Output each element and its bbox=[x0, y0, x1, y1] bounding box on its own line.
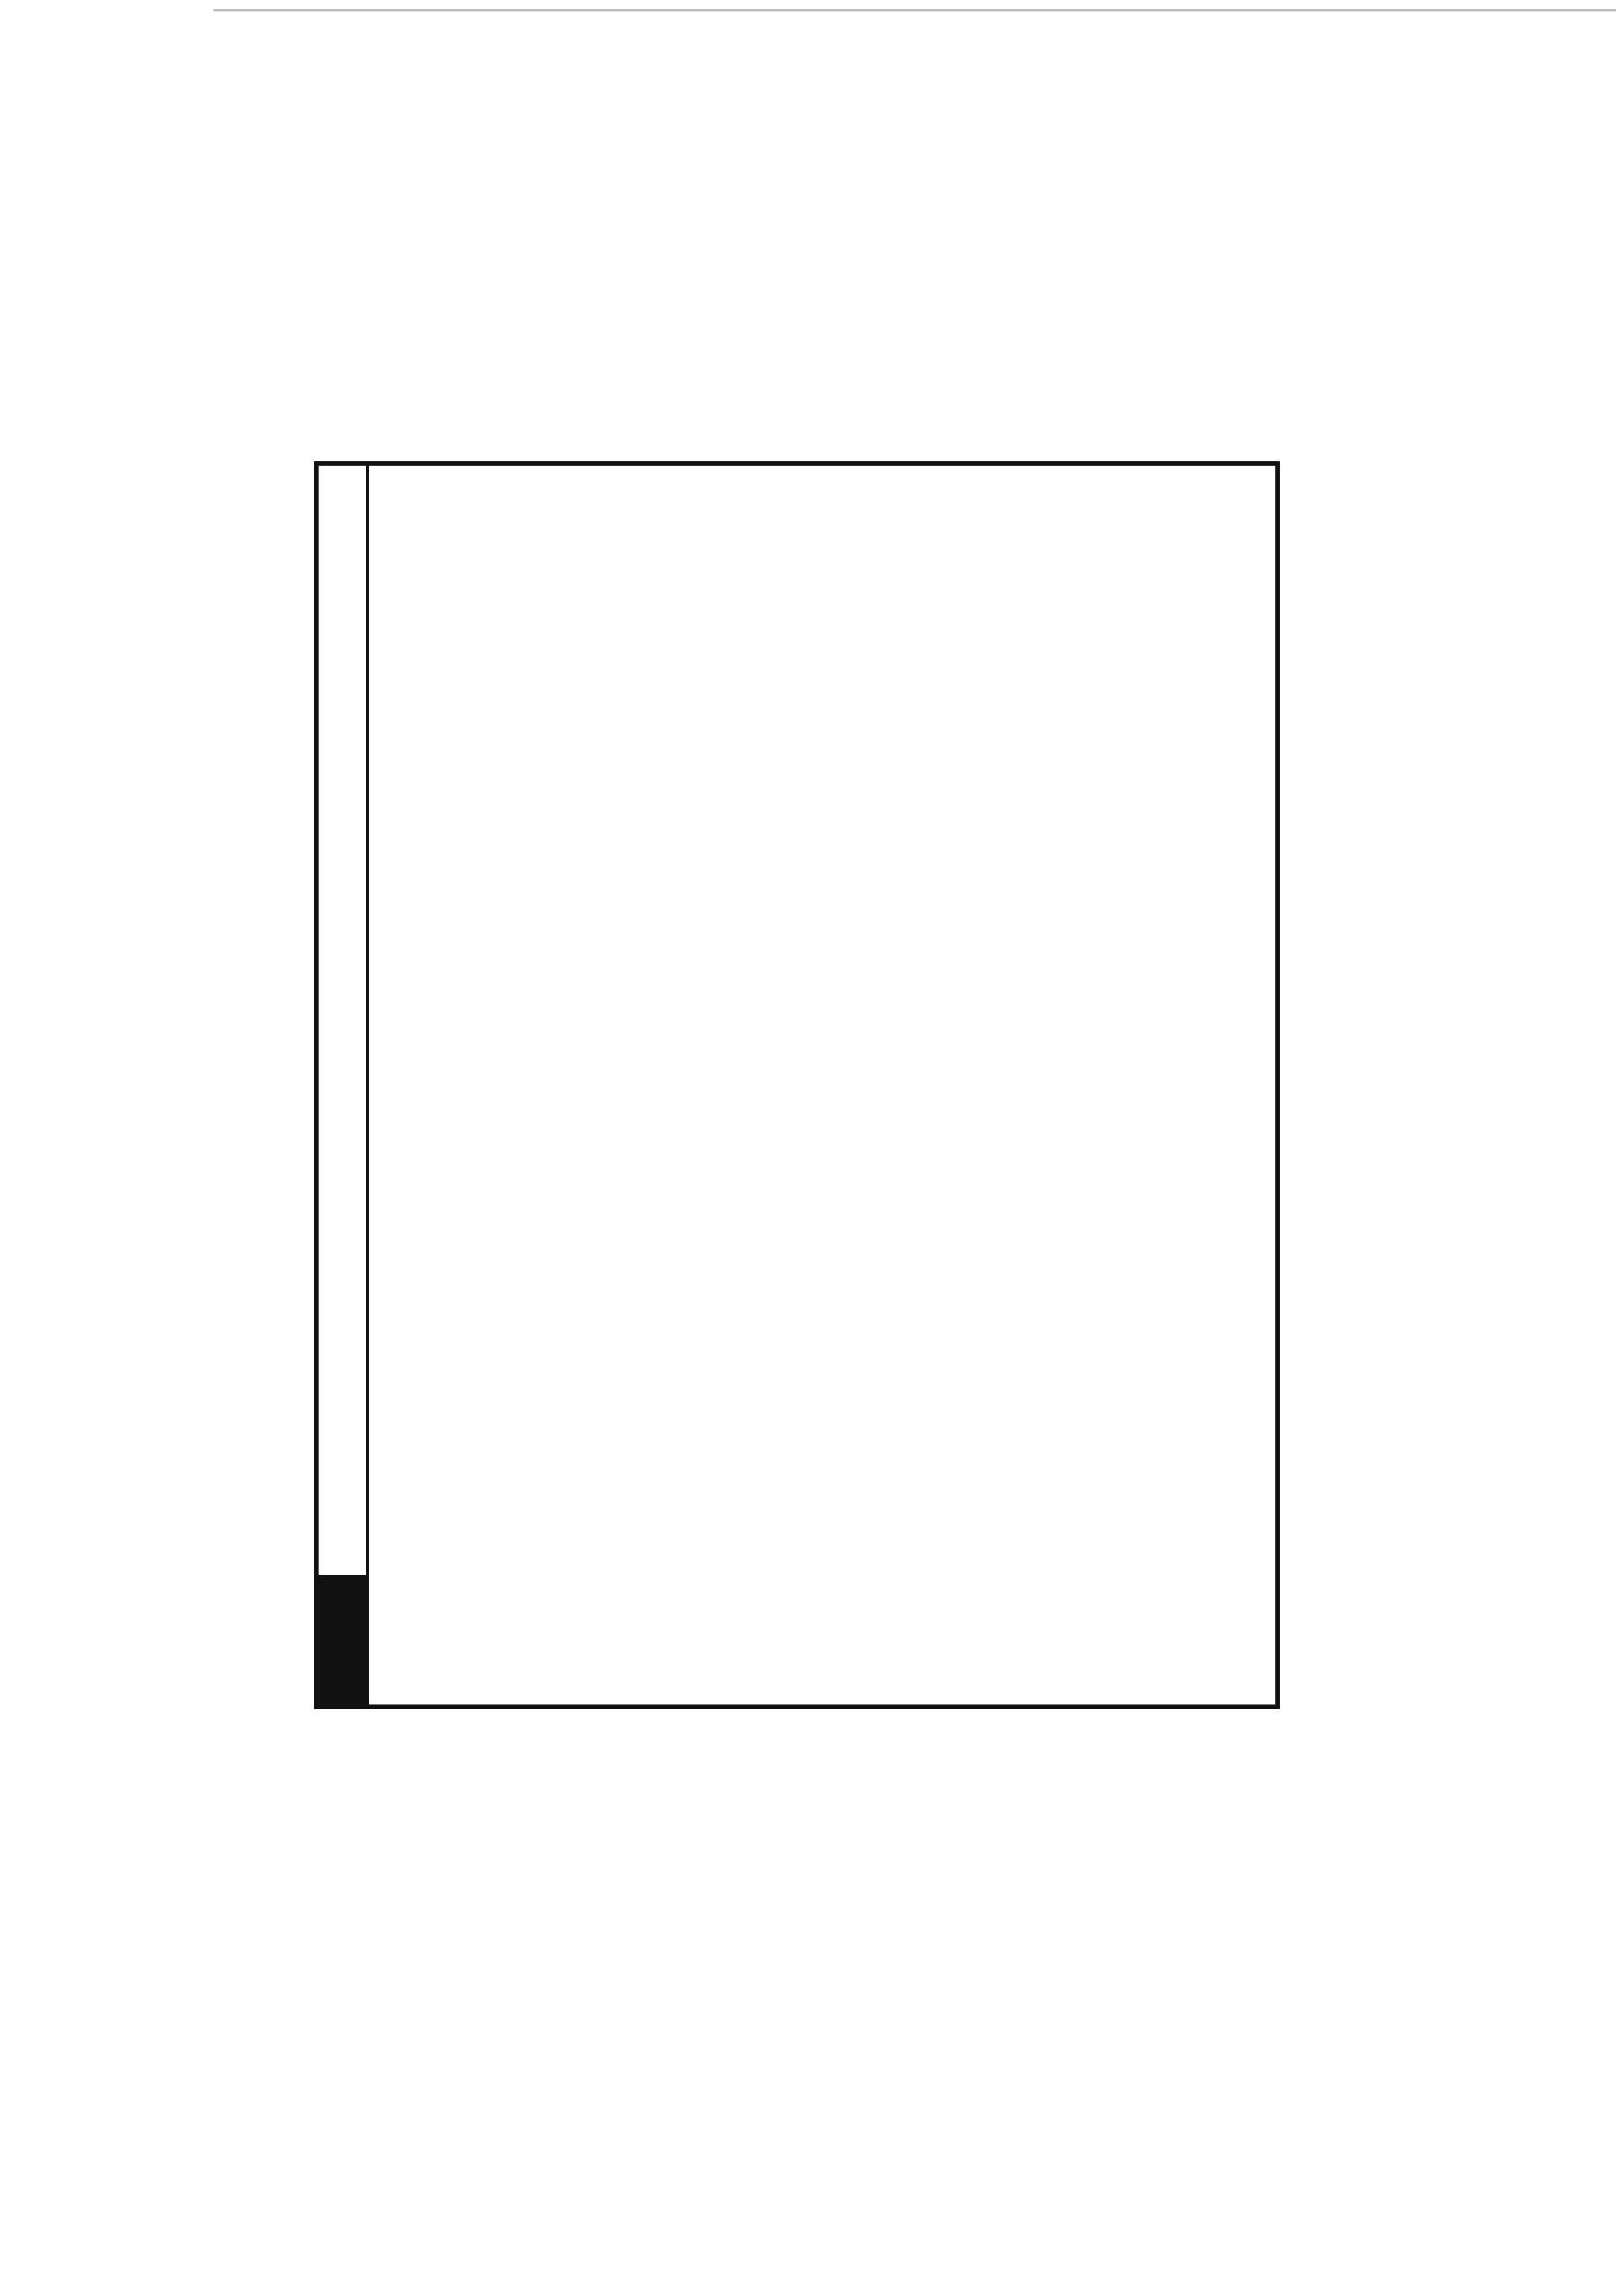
top-rule bbox=[213, 9, 1616, 11]
text-columns bbox=[370, 472, 1269, 1698]
side-margin-band bbox=[319, 466, 369, 1704]
main-text-block bbox=[314, 461, 1280, 1709]
margin-black-block bbox=[319, 1575, 366, 1704]
